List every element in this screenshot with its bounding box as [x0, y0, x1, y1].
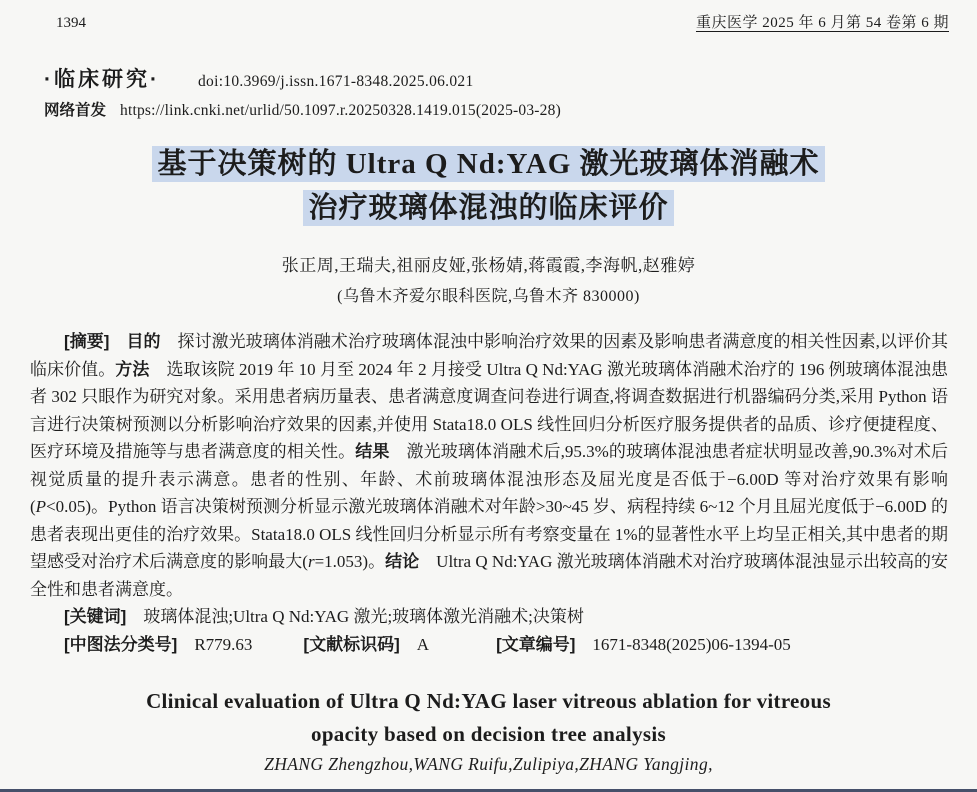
online-first-label: 网络首发	[44, 102, 107, 119]
online-first-url: https://link.cnki.net/urlid/50.1097.r.20250328.1419.015(2025-03-28)	[120, 102, 561, 119]
authors-en: ZHANG Zhengzhou,WANG Ruifu,Zulipiya,ZHANG Yangjing,	[264, 754, 713, 774]
online-first-row	[0, 98, 977, 120]
classification-line: [中图法分类号] R779.63 [文献标识码] A [文章编号] 1671-8348(2025)06-1394-05	[64, 634, 791, 654]
article-title-cn	[0, 142, 977, 230]
title-highlight-line2: 治疗玻璃体混浊的临床评价	[303, 190, 673, 226]
title-highlight-line1: 基于决策树的 Ultra Q Nd:YAG 激光玻璃体消融术	[152, 146, 824, 182]
journal-issue-info: 重庆医学 2025 年 6 月第 54 卷第 6 期	[695, 15, 949, 31]
affiliation-cn: (乌鲁木齐爱尔眼科医院,乌鲁木齐 830000)	[337, 288, 640, 305]
article-title-en-line2: opacity based on decision tree analysis	[311, 722, 666, 746]
authors-cn: 张正周,王瑞夫,祖丽皮娅,张杨婧,蒋霞霞,李海帆,赵雅婷	[281, 256, 696, 275]
article-title-line2	[0, 186, 977, 230]
article-title-line1	[0, 142, 977, 186]
article-title-en-line1: Clinical evaluation of Ultra Q Nd:YAG laser vitreous ablation for vitreous	[146, 689, 831, 713]
article-title-en	[0, 685, 977, 751]
running-head	[0, 0, 977, 32]
doi-text: doi:10.3969/j.issn.1671-8348.2025.06.021	[198, 73, 474, 90]
keywords-line: [关键词] 玻璃体混浊;Ultra Q Nd:YAG 激光;玻璃体激光消融术;决策树	[64, 607, 584, 626]
section-doi-row	[0, 63, 977, 93]
page-number: 1394	[56, 15, 86, 31]
section-label: ·临床研究·	[44, 68, 160, 91]
abstract-paragraph: [摘要] 目的 探讨激光玻璃体消融术治疗玻璃体混浊中影响治疗效果的因素及影响患者满意度的相关性因素,以评价其临床价值。方法 选取该院 2019 年 10 月至 2024 年 2 月接受 Ultra Q Nd:YAG 激光玻璃体消融术治疗的 196 例玻璃体混浊患者 302 只眼作为研究对象。采用患者病历量表、患者满意度调查问卷进行调查,将调查数据进行机器编码分类,采用 Python 语言进行决策树预测以分析影响治疗效果的因素,并使用 Stata18.0 OLS 线性回归分析医疗服务提供者的品质、诊疗便捷程度、医疗环境及措施等与患者满意度的相关性。结果 激光玻璃体消融术后,95.3%的玻璃体混浊患者症状明显改善,90.3%对术后视觉质量的提升表示满意。患者的性别、年龄、术前玻璃体混浊形态及屈光度是否低于−6.00D 等对治疗效果有影响(P<0.05)。Python 语言决策树预测分析显示激光玻璃体消融术对年龄>30~45 岁、病程持续 6~12 个月且屈光度低于−6.00D 的患者表现出更佳的治疗效果。Stata18.0 OLS 线性回归分析显示所有考察变量在 1%的显著性水平上均呈正相关,其中患者的期望感受对治疗术后满意度的影响最大(r=1.053)。结论 Ultra Q Nd:YAG 激光玻璃体消融术对治疗玻璃体混浊显示出较高的安全性和患者满意度。	[30, 332, 949, 599]
